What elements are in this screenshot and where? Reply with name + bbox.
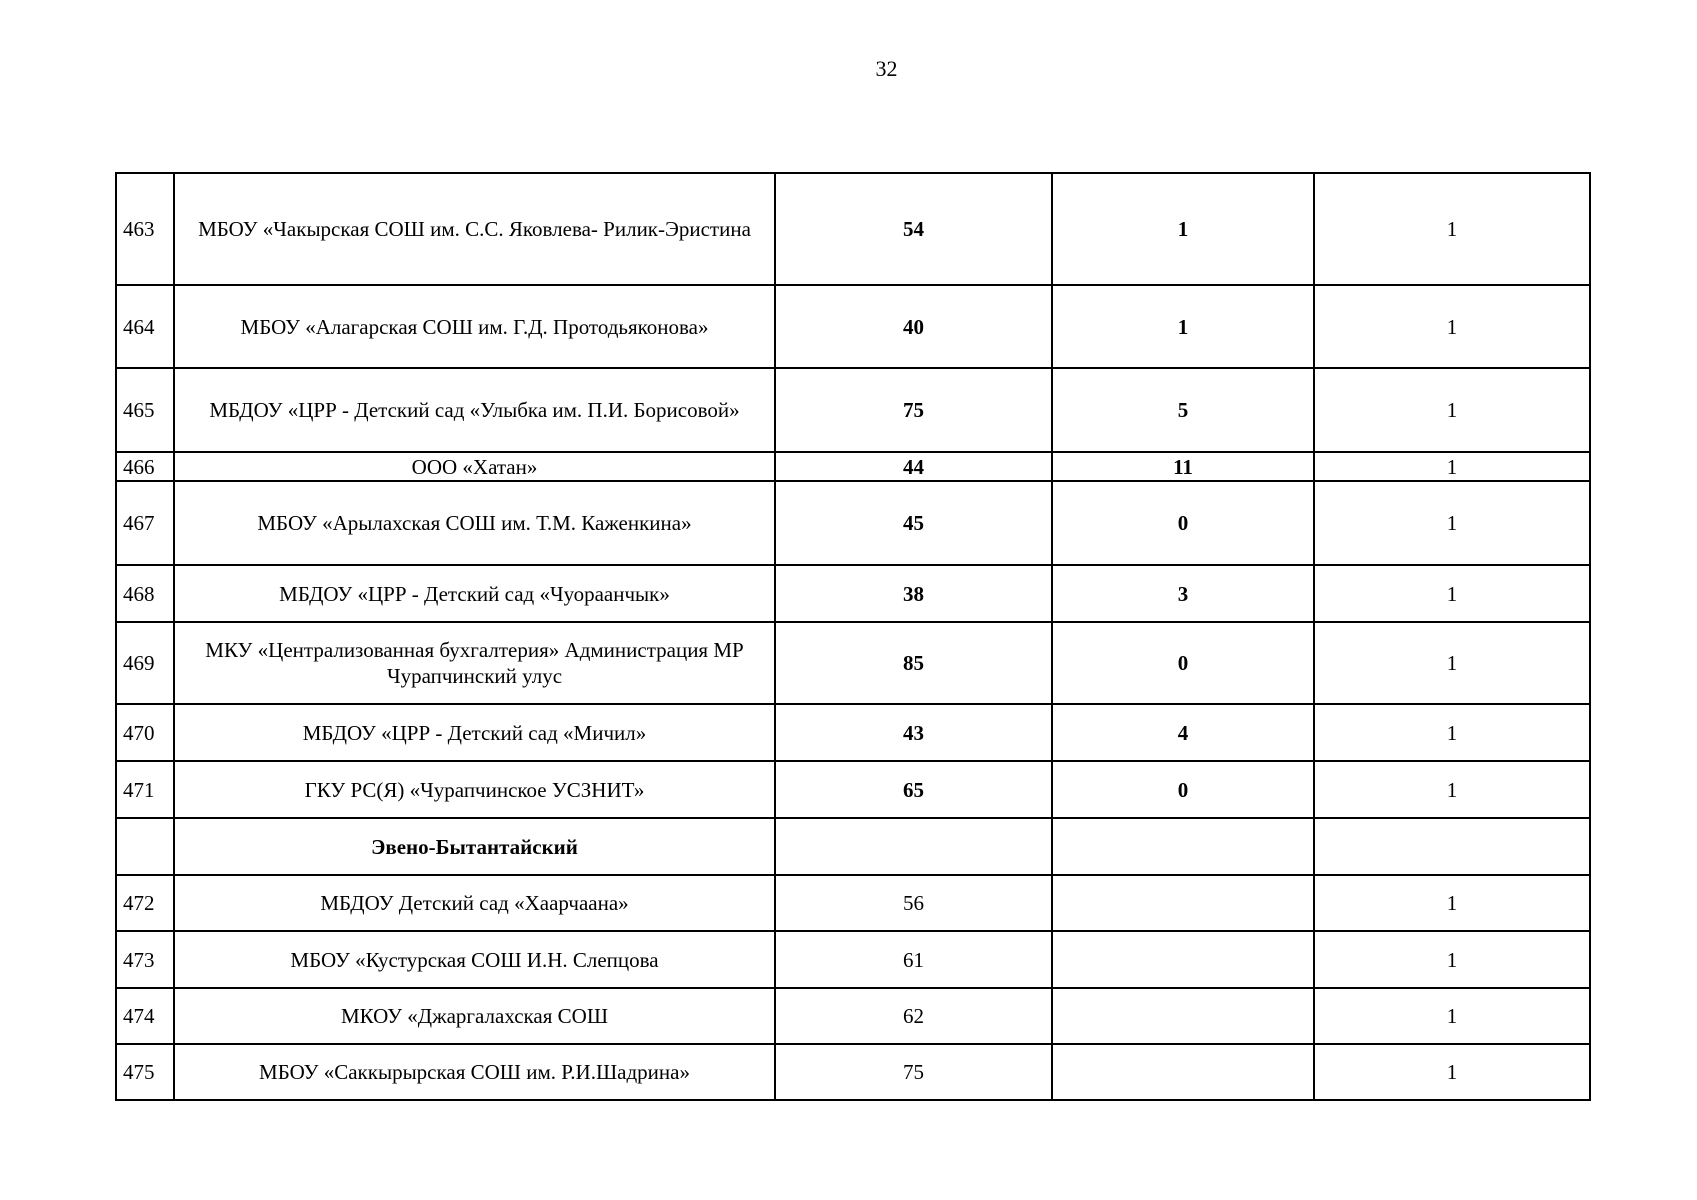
row-number: 466 [116,452,174,481]
row-number: 470 [116,704,174,761]
value-c: 1 [1314,761,1590,818]
row-number: 471 [116,761,174,818]
value-b: 0 [1052,761,1314,818]
value-b: 5 [1052,368,1314,452]
table-row [116,565,1590,622]
value-a: 44 [775,452,1052,481]
organization-name: МБДОУ «ЦРР - Детский сад «Чуораанчык» [174,565,775,622]
organization-name: МБДОУ Детский сад «Хаарчаана» [174,875,775,931]
row-number: 464 [116,285,174,368]
organization-name: ООО «Хатан» [174,452,775,481]
value-c: 1 [1314,704,1590,761]
value-b [1052,1044,1314,1100]
data-table [115,172,1591,1101]
table-row [116,1044,1590,1100]
value-c: 1 [1314,565,1590,622]
organization-name: МКУ «Централизованная бухгалтерия» Администрация МР Чурапчинский улус [174,622,775,704]
table-row [116,988,1590,1044]
value-c: 1 [1314,481,1590,565]
row-number: 474 [116,988,174,1044]
value-c: 1 [1314,368,1590,452]
value-b [1052,875,1314,931]
row-number: 467 [116,481,174,565]
table-row [116,452,1590,481]
organization-name: МБОУ «Кустурская СОШ И.Н. Слепцова [174,931,775,988]
row-number: 473 [116,931,174,988]
page-number: 32 [875,56,898,81]
value-b: 1 [1052,285,1314,368]
organization-name: ГКУ РС(Я) «Чурапчинское УСЗНИТ» [174,761,775,818]
value-a: 38 [775,565,1052,622]
table-row [116,622,1590,704]
table-row [116,931,1590,988]
value-a: 45 [775,481,1052,565]
table-row [116,704,1590,761]
value-a: 61 [775,931,1052,988]
value-a: 85 [775,622,1052,704]
organization-name: МБДОУ «ЦРР - Детский сад «Улыбка им. П.И. Борисовой» [174,368,775,452]
organization-name: МКОУ «Джаргалахская СОШ [174,988,775,1044]
row-number: 469 [116,622,174,704]
organization-name: МБОУ «Арылахская СОШ им. Т.М. Каженкина» [174,481,775,565]
value-c: 1 [1314,875,1590,931]
organization-name: МБДОУ «ЦРР - Детский сад «Мичил» [174,704,775,761]
value-a: 54 [775,173,1052,285]
value-b: 1 [1052,173,1314,285]
value-b: 0 [1052,622,1314,704]
organization-name: МБОУ «Чакырская СОШ им. С.С. Яковлева- Рилик-Эристина [174,173,775,285]
value-c [1314,818,1590,875]
value-b [1052,818,1314,875]
value-c: 1 [1314,452,1590,481]
value-a: 75 [775,368,1052,452]
row-number: 468 [116,565,174,622]
value-b: 4 [1052,704,1314,761]
section-row [116,818,1590,875]
value-a: 65 [775,761,1052,818]
row-number: 472 [116,875,174,931]
value-c: 1 [1314,173,1590,285]
value-a: 75 [775,1044,1052,1100]
row-number: 475 [116,1044,174,1100]
value-a [775,818,1052,875]
organization-name: МБОУ «Саккырырская СОШ им. Р.И.Шадрина» [174,1044,775,1100]
row-number [116,818,174,875]
value-b [1052,988,1314,1044]
table-row [116,285,1590,368]
value-c: 1 [1314,931,1590,988]
value-c: 1 [1314,1044,1590,1100]
value-c: 1 [1314,622,1590,704]
value-a: 62 [775,988,1052,1044]
value-a: 56 [775,875,1052,931]
value-a: 40 [775,285,1052,368]
value-a: 43 [775,704,1052,761]
row-number: 465 [116,368,174,452]
table-row [116,761,1590,818]
value-c: 1 [1314,988,1590,1044]
section-title: Эвено-Бытантайский [174,818,775,875]
table-row [116,875,1590,931]
row-number: 463 [116,173,174,285]
value-b: 0 [1052,481,1314,565]
table-row [116,173,1590,285]
table-row [116,368,1590,452]
value-b: 3 [1052,565,1314,622]
value-b: 11 [1052,452,1314,481]
value-b [1052,931,1314,988]
table-row [116,481,1590,565]
value-c: 1 [1314,285,1590,368]
organization-name: МБОУ «Алагарская СОШ им. Г.Д. Протодьяконова» [174,285,775,368]
